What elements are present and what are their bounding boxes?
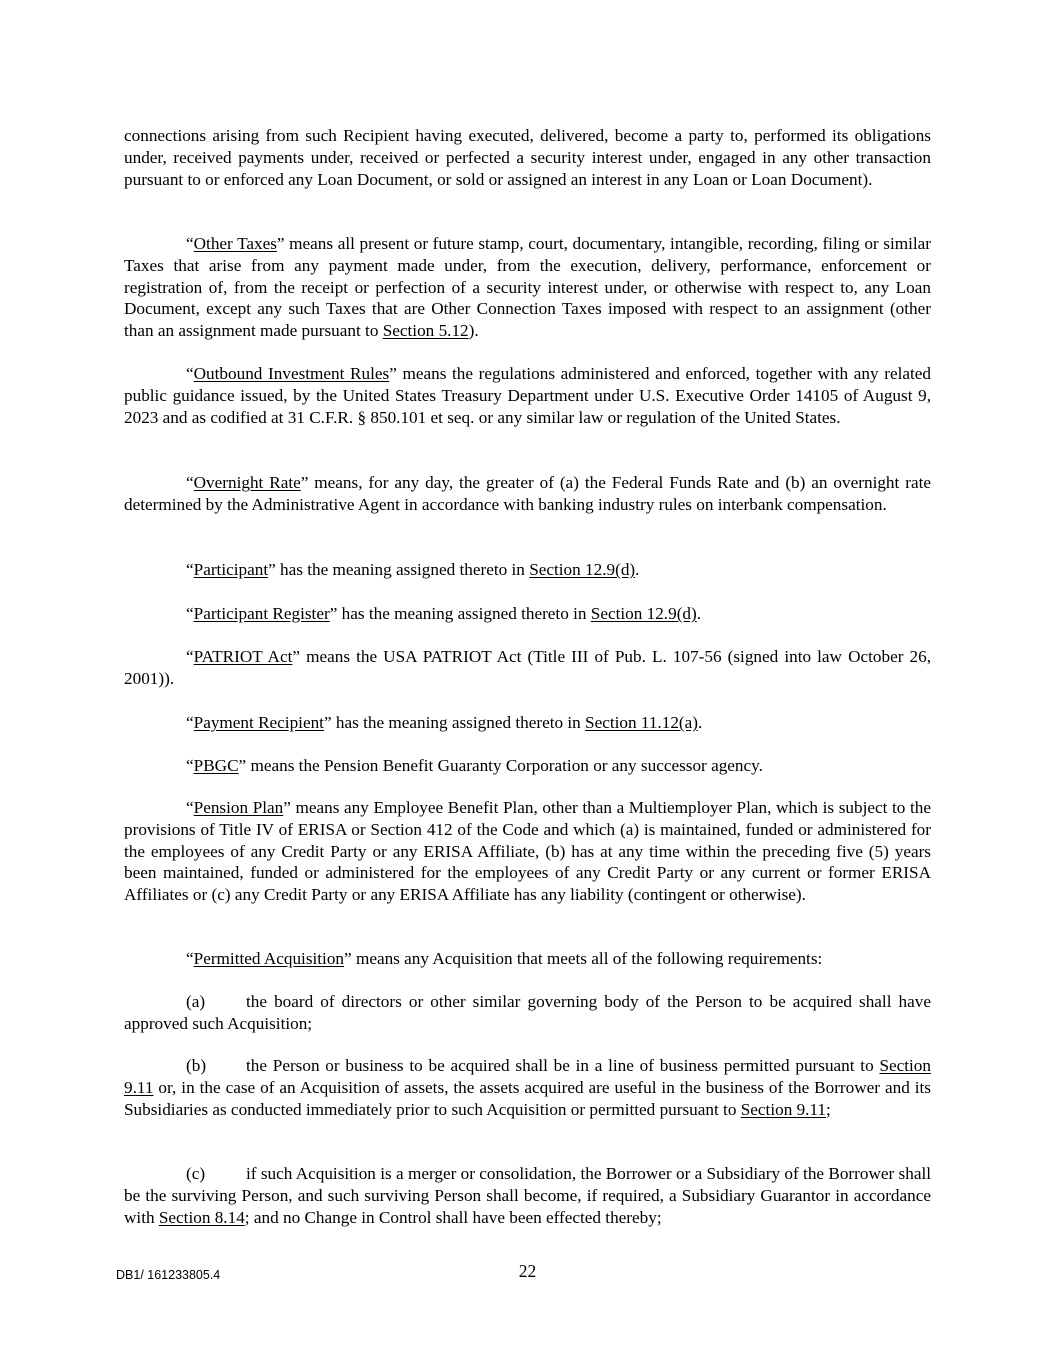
open-quote: “: [186, 949, 194, 968]
open-quote: “: [186, 560, 194, 579]
open-quote: “: [186, 798, 194, 817]
definition-participant: [124, 559, 931, 581]
item-text: the board of directors or other similar governing body of the Person to be acquired shall have approved such Acquisition;: [124, 992, 931, 1033]
defined-term: PBGC: [193, 756, 239, 775]
definition-text: ).: [468, 321, 479, 341]
open-quote: “: [186, 364, 194, 383]
definition-text: ” means the Pension Benefit Guaranty Corporation or any successor agency.: [238, 756, 763, 775]
definition-overnight-rate: [124, 472, 931, 516]
requirement-item-a: [124, 991, 931, 1035]
section-reference[interactable]: Section 8.14: [158, 1207, 245, 1227]
definition-text: ” has the meaning assigned thereto in: [268, 560, 530, 579]
defined-term: Pension Plan: [193, 798, 284, 817]
open-quote: “: [186, 713, 194, 732]
requirement-item-c: [124, 1163, 931, 1228]
definition-participant-register: [124, 603, 931, 625]
open-quote: “: [186, 647, 194, 666]
item-label: (b): [186, 1056, 207, 1075]
definition-text: ” means, for any day, the greater of (a) the Federal Funds Rate and (b) an overnight rate determined by the Administrative Agent in accordance with banking industry rules on interbank compensation.: [124, 473, 931, 514]
item-label: (c): [186, 1164, 206, 1183]
definition-patriot-act: [124, 646, 931, 690]
document-id: DB1/ 161233805.4: [116, 1268, 221, 1282]
definition-text: ” means any Acquisition that meets all of the following requirements:: [344, 949, 823, 968]
definition-pbgc: [124, 755, 931, 777]
item-text: or, in the case of an Acquisition of assets, the assets acquired are useful in the business of the Borrower and its Subsidiaries as conducted immediately prior to such Acquisition or permitted pursuant to: [124, 1077, 931, 1119]
definition-text: ” means the USA PATRIOT Act (Title III of Pub. L. 107-56 (signed into law October 26, 2001)).: [124, 647, 931, 688]
section-reference[interactable]: Section 12.9(d): [590, 604, 697, 623]
definition-text: .: [635, 560, 640, 579]
definition-other-taxes: [124, 233, 931, 342]
defined-term: Other Taxes: [193, 234, 277, 253]
item-text: if such Acquisition is a merger or consolidation, the Borrower or a Subsidiary of the Borrower shall be the surviving Person, and such surviving Person shall become, if required, a Subsidiary Guarantor in accordance with: [124, 1164, 931, 1227]
definition-text: .: [698, 713, 703, 732]
section-reference[interactable]: Section 12.9(d): [529, 560, 636, 579]
definition-text: ” means all present or future stamp, court, documentary, intangible, recording, filing or similar Taxes that arise from any payment made under, from the execution, delivery, performance, enforcement or registration of, from the receipt or perfection of a security interest under, or otherwise with respect to, any Loan Document, except any such Taxes that are Other Connection Taxes imposed with respect to an assignment (other than an assignment made pursuant to: [124, 234, 931, 341]
section-reference[interactable]: Section 9.11: [124, 1056, 931, 1097]
definition-paragraph-continuation: [124, 125, 931, 190]
item-text: ;: [826, 1099, 831, 1119]
page-number: 22: [518, 1261, 537, 1281]
section-reference[interactable]: Section 5.12: [382, 321, 469, 341]
defined-term: Permitted Acquisition: [193, 949, 345, 968]
open-quote: “: [186, 234, 194, 253]
item-text: the Person or business to be acquired shall be in a line of business permitted pursuant to: [246, 1056, 880, 1075]
open-quote: “: [186, 473, 194, 492]
definition-pension-plan: [124, 797, 931, 906]
definition-text: ” has the meaning assigned thereto in: [323, 713, 586, 732]
defined-term: Participant Register: [193, 604, 330, 623]
definition-payment-recipient: [124, 712, 931, 734]
defined-term: PATRIOT Act: [193, 647, 293, 666]
section-reference[interactable]: Section 11.12(a): [585, 713, 698, 732]
definition-permitted-acquisition: [124, 948, 931, 970]
requirement-item-b: [124, 1055, 931, 1120]
defined-term: Overnight Rate: [193, 473, 301, 492]
open-quote: “: [186, 604, 194, 623]
item-text: ; and no Change in Control shall have been effected thereby;: [244, 1207, 662, 1227]
open-quote: “: [186, 756, 194, 775]
item-label: (a): [186, 992, 206, 1011]
definition-text: ” has the meaning assigned thereto in: [329, 604, 591, 623]
definition-text: .: [696, 604, 702, 623]
defined-term: Outbound Investment Rules: [193, 364, 390, 383]
paragraph-text: connections arising from such Recipient having executed, delivered, become a party to, performed its obligations under, received payments under, received or perfected a security interest under, engaged in any other transaction pursuant to or enforced any Loan Document, or sold or assigned an interest in any Loan or Loan Document).: [124, 126, 931, 189]
definition-outbound-investment-rules: [124, 363, 931, 428]
defined-term: Payment Recipient: [193, 713, 324, 732]
definition-text: ” means the regulations administered and enforced, together with any related public guidance issued, by the United States Treasury Department under U.S. Executive Order 14105 of August 9, 2023 and as codified at 31 C.F.R. § 850.101 et seq. or any similar law or regulation of the United States.: [124, 364, 931, 427]
definition-text: ” means any Employee Benefit Plan, other than a Multiemployer Plan, which is subject to the provisions of Title IV of ERISA or Section 412 of the Code and which (a) is maintained, funded or administered for the employees of any Credit Party or any ERISA Affiliate, (b) has at any time within the preceding five (5) years been maintained, funded or administered for the employees of any Credit Party or any current or former ERISA Affiliates or (c) any Credit Party or any ERISA Affiliate has any liability (contingent or otherwise).: [124, 798, 931, 905]
section-reference[interactable]: Section 9.11: [740, 1099, 827, 1119]
defined-term: Participant: [193, 560, 269, 579]
